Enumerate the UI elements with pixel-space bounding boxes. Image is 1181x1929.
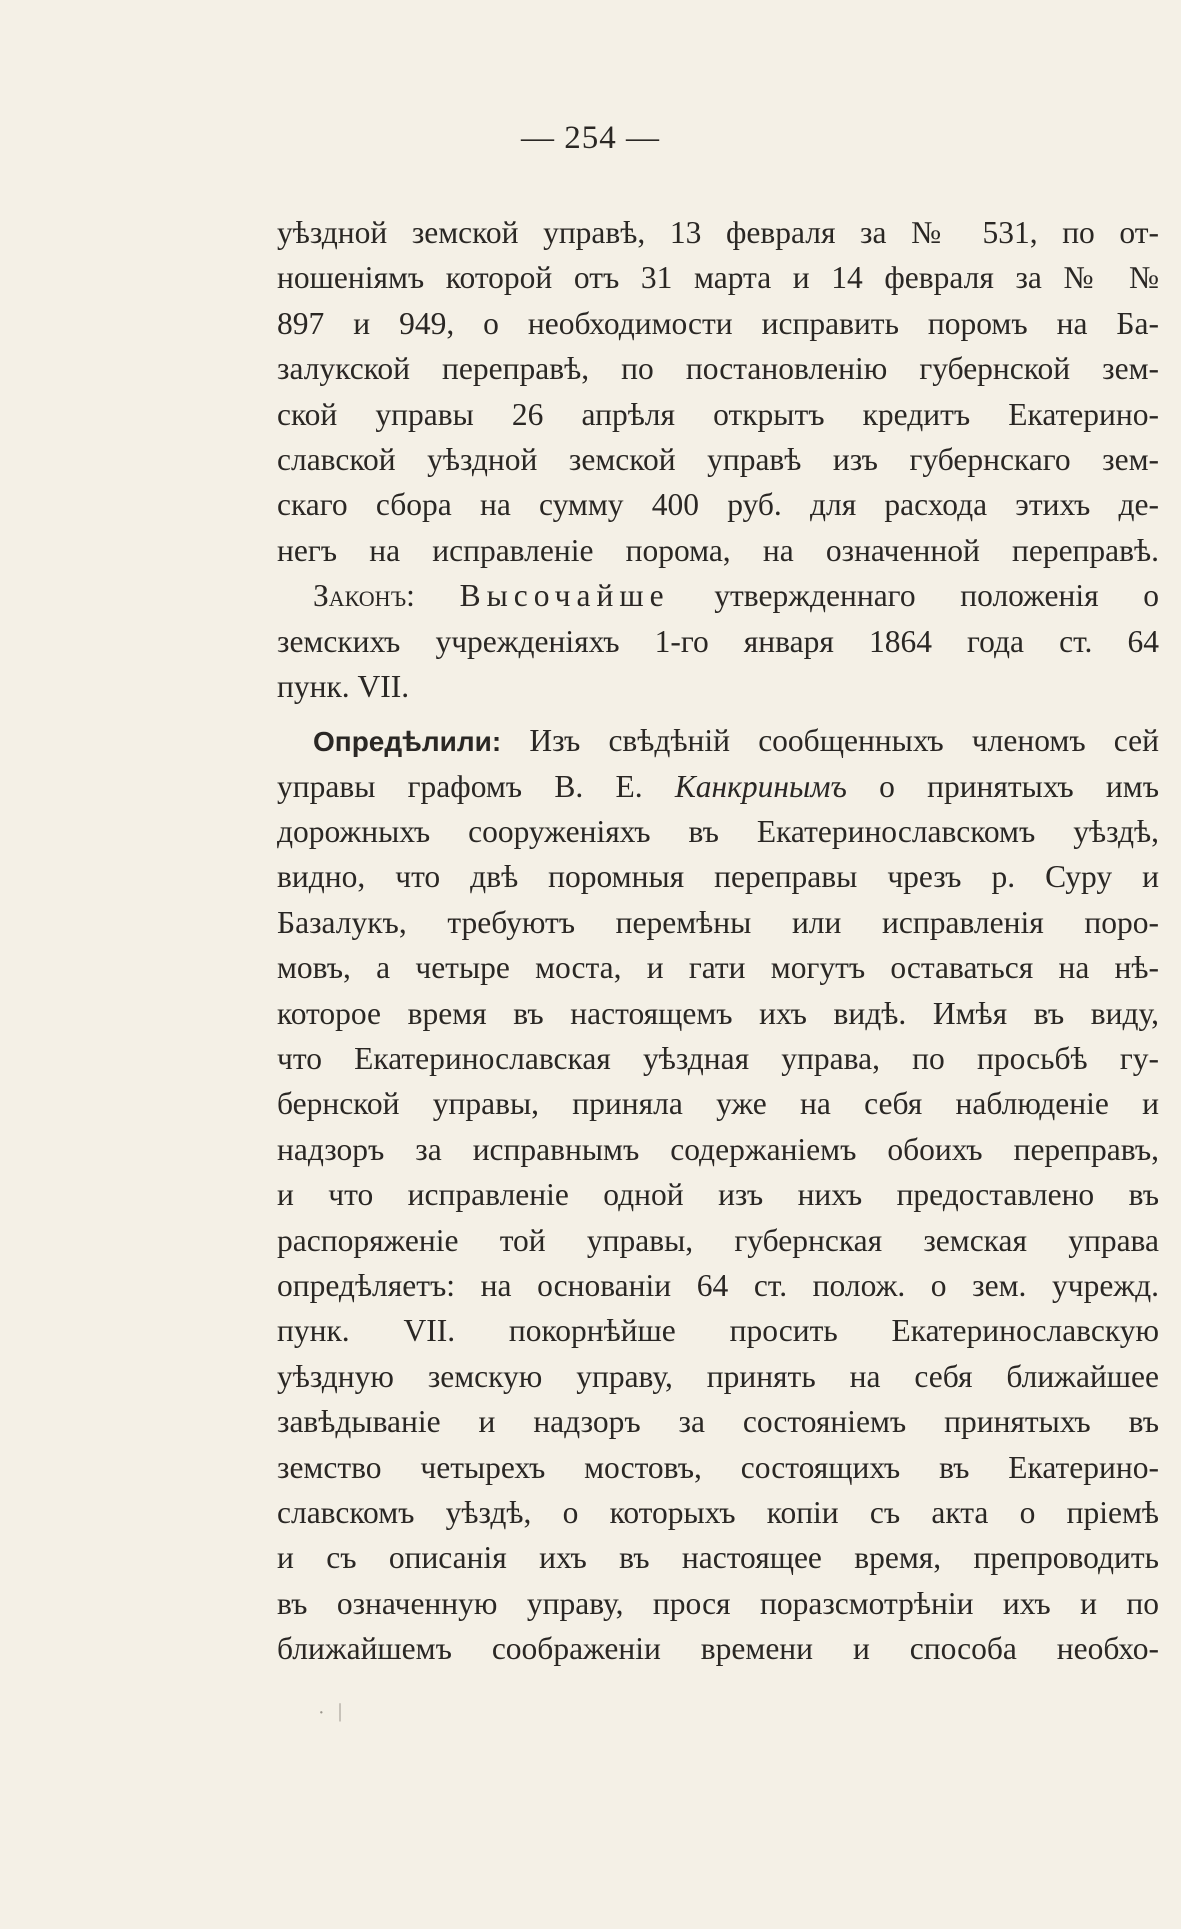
text-line: 897 и 949, о необходимости исправить поромъ на Ба- <box>277 305 1159 341</box>
text-line: скаго сбора на сумму 400 руб. для расхода этихъ де- <box>277 487 1159 523</box>
text-line: уѣздной земской управѣ, 13 февраля за № 531, по от- <box>277 215 1159 250</box>
text-line: негъ на исправленіе порома, на означенной переправѣ. <box>277 532 1159 568</box>
law-emphasis: Высочайше <box>459 578 670 614</box>
body-text <box>277 210 1159 1672</box>
resolution-line-2 <box>277 764 1159 809</box>
text-line: славскомъ уѣздѣ, о которыхъ копіи съ акта о пріемѣ <box>277 1494 1159 1530</box>
text-line: пунк. VII. покорнѣйше просить Екатеринославскую <box>277 1313 1159 1349</box>
law-lead: Законъ: <box>313 578 415 614</box>
text-line: уѣздную земскую управу, принять на себя ближайшее <box>277 1358 1159 1394</box>
text-line: надзоръ за исправнымъ содержаніемъ обоихъ переправъ, <box>277 1131 1159 1167</box>
page-number: — 254 — <box>521 120 660 156</box>
text-line: опредѣляетъ: на основаніи 64 ст. полож. о зем. учрежд. <box>277 1267 1159 1303</box>
stray-mark: · <box>318 1702 325 1724</box>
resolution-line-1-rest: Изъ свѣдѣній сообщенныхъ членомъ сей <box>529 723 1160 759</box>
text-line: что Екатеринославская уѣздная управа, по просьбѣ гу- <box>277 1041 1159 1077</box>
resolution-lead: Опредѣлили: <box>313 726 502 758</box>
text-line: которое время въ настоящемъ ихъ видѣ. Имѣя въ виду, <box>277 995 1159 1031</box>
text-line: ношеніямъ которой отъ 31 марта и 14 февраля за № № <box>277 260 1159 296</box>
paragraph-continuation <box>277 210 1159 573</box>
text-line: мовъ, а четыре моста, и гати могутъ оставаться на нѣ- <box>277 950 1159 986</box>
law-line-1-rest: утвержденнаго положенія о <box>714 578 1160 614</box>
paragraph-resolution <box>277 718 1159 1671</box>
text-line: и съ описанія ихъ въ настоящее время, препроводить <box>277 1540 1159 1576</box>
law-line-1 <box>277 573 1159 618</box>
text-line: Базалукъ, требуютъ перемѣны или исправленія поро- <box>277 904 1159 940</box>
stray-mark: | <box>338 1700 343 1722</box>
text-line: земскихъ учрежденіяхъ 1-го января 1864 года ст. 64 <box>277 623 1159 659</box>
paragraph-law <box>277 573 1159 709</box>
text-line: дорожныхъ сооруженіяхъ въ Екатеринославскомъ уѣздѣ, <box>277 814 1159 850</box>
text-line: распоряженіе той управы, губернская земская управа <box>277 1222 1159 1258</box>
resolution-line-2-post: о принятыхъ имъ <box>879 768 1160 804</box>
resolution-line-2-pre: управы графомъ В. Е. <box>277 768 643 804</box>
text-line: бернской управы, приняла уже на себя наблюденіе и <box>277 1086 1159 1122</box>
resolution-line-1 <box>277 718 1159 763</box>
text-line: и что исправленіе одной изъ нихъ предоставлено въ <box>277 1177 1159 1213</box>
text-line: ближайшемъ соображеніи времени и способа необхо- <box>277 1631 1159 1667</box>
text-line: славской уѣздной земской управѣ изъ губернскаго зем- <box>277 441 1159 477</box>
text-line: земство четырехъ мостовъ, состоящихъ въ Екатерино- <box>277 1449 1159 1485</box>
person-name: Канкринымъ <box>674 768 847 804</box>
text-line: видно, что двѣ поромныя переправы чрезъ р. Суру и <box>277 859 1159 895</box>
text-line: залукской переправѣ, по постановленію губернской зем- <box>277 351 1159 387</box>
text-line: въ означенную управу, прося поразсмотрѣніи ихъ и по <box>277 1585 1159 1621</box>
text-line: завѣдываніе и надзоръ за состояніемъ принятыхъ въ <box>277 1404 1159 1440</box>
text-line: ской управы 26 апрѣля открытъ кредитъ Екатерино- <box>277 396 1159 432</box>
text-line: пунк. VII. <box>277 668 410 704</box>
